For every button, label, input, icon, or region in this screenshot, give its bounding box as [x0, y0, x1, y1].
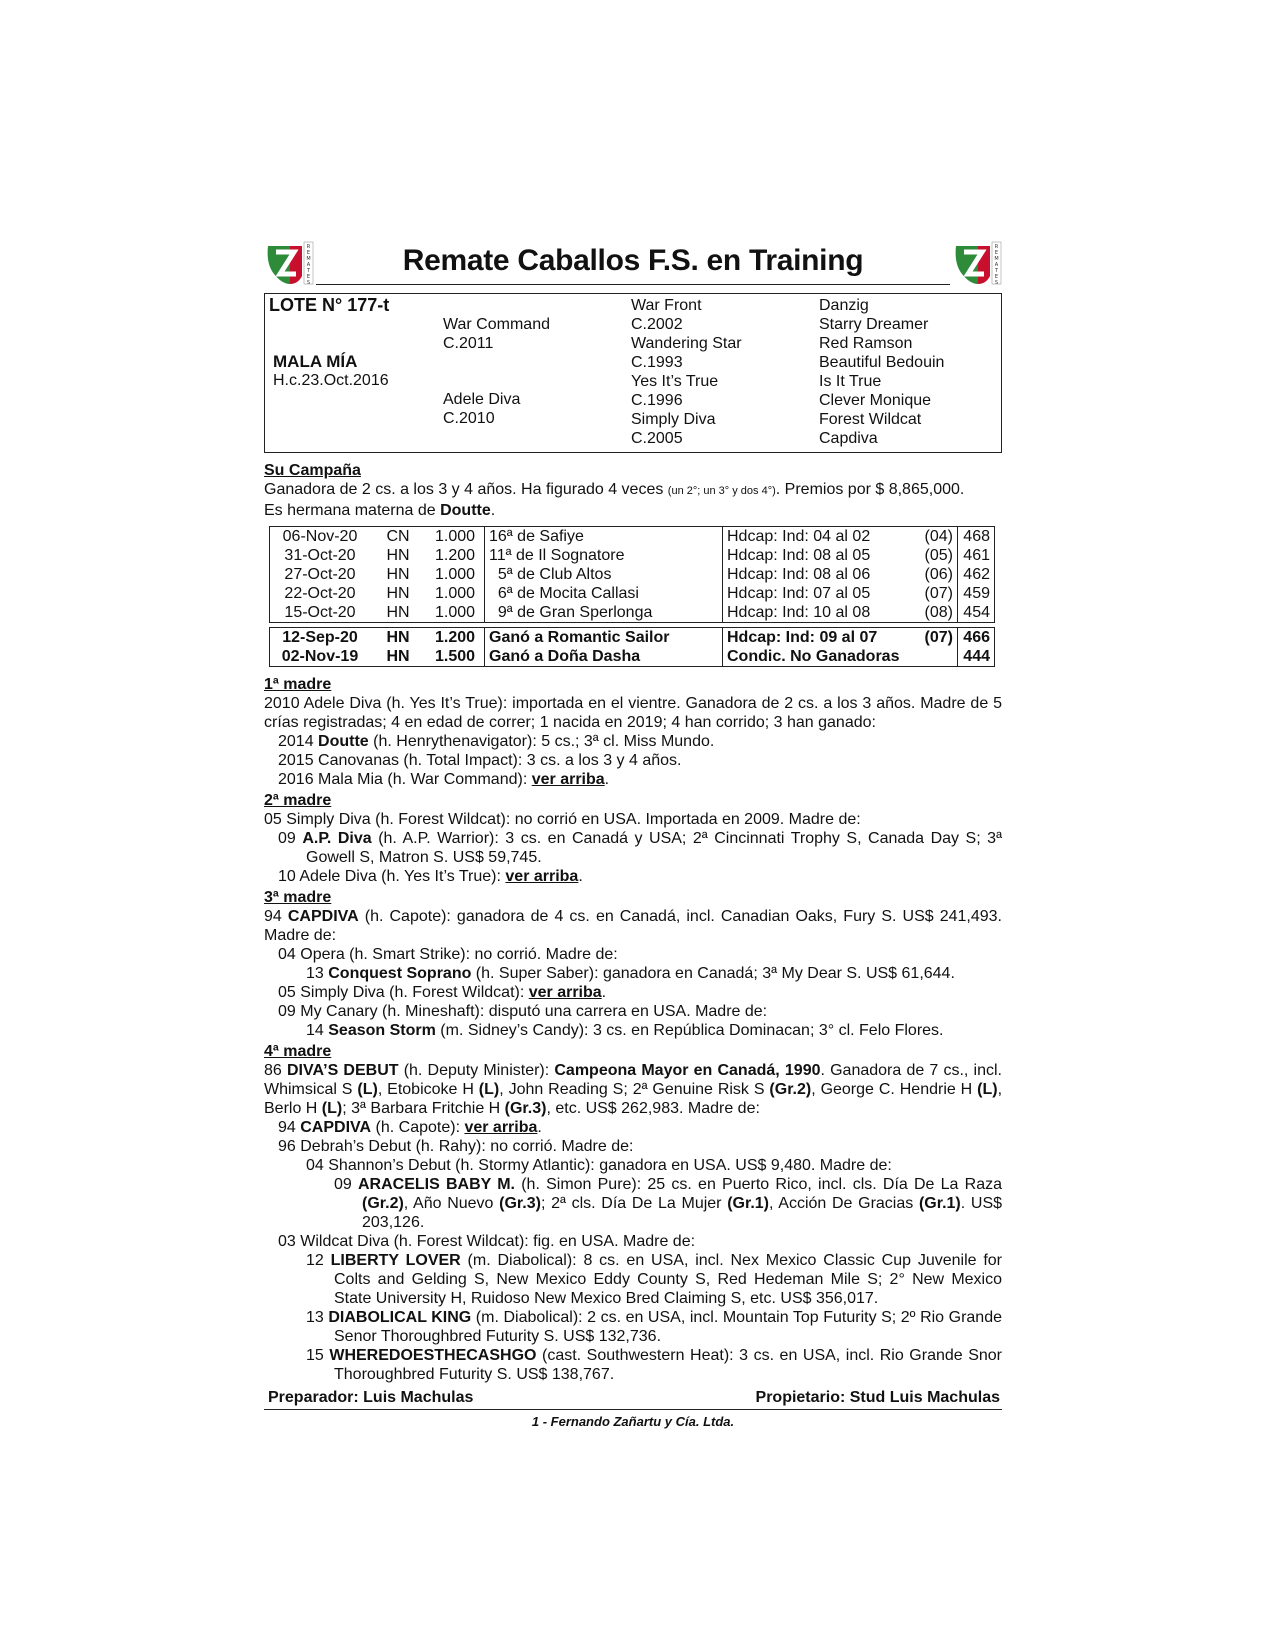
race-distance: 1.200 [434, 629, 476, 646]
pedigree-gen2: Wandering Star [631, 335, 742, 352]
sibling-name: Doutte [440, 502, 491, 519]
produce-item: 09 A.P. Diva (h. A.P. Warrior): 3 cs. en Canadá y USA; 2ª Cincinnati Trophy S, Canada Day S; 3ª Gowell S, Matron S. US$ 59,745. [278, 830, 1003, 866]
zanartu-logo-right [952, 240, 1002, 286]
produce-item: 2015 Canovanas (h. Total Impact): 3 cs. a los 3 y 4 años. [278, 752, 682, 769]
race-row [270, 527, 995, 547]
pedigree-gen2: C.1996 [631, 392, 683, 409]
produce-item: 15 WHEREDOESTHECASHGO (cast. Southwestern Heat): 3 cs. en USA, incl. Rio Grande Snor Thoroughbred Futurity S. US$ 138,767. [306, 1347, 1003, 1383]
campaign-text: . Premios por $ 8,865,000. [775, 481, 965, 498]
third-dam-heading: 3ª madre [264, 889, 332, 906]
win-row [270, 647, 995, 667]
see-above-link: ver arriba [464, 1119, 538, 1136]
race-track: CN [386, 528, 410, 545]
lot-number: LOTE N° 177-t [269, 295, 390, 315]
race-condition: Hdcap: Ind: 09 al 07 [723, 628, 916, 648]
svg-text:R: R [994, 244, 999, 250]
produce-item: 05 Simply Diva (h. Forest Wildcat): ver arriba. [278, 984, 607, 1001]
race-track: HN [386, 585, 410, 602]
campaign-heading: Su Campaña [264, 462, 361, 479]
race-condition: Hdcap: Ind: 08 al 05 [723, 546, 916, 565]
race-date: 27-Oct-20 [284, 566, 356, 583]
sire-name: War Command [443, 316, 550, 333]
produce-item: 13 DIABOLICAL KING (m. Diabolical): 2 cs. en USA, incl. Mountain Top Futurity S; 2º Rio Grande Senor Thoroughbred Futurity S. US$ 132,736. [306, 1309, 1002, 1345]
race-row [270, 565, 995, 584]
race-track: HN [386, 648, 410, 665]
race-field: (06) [924, 566, 953, 583]
produce-item: 14 Season Storm (m. Sidney’s Candy): 3 cs. en República Dominacan; 3° cl. Felo Flores. [306, 1022, 944, 1039]
campaign-text: Es hermana materna de [264, 502, 441, 519]
svg-text:E: E [994, 274, 999, 280]
horse-name: MALA MÍA [273, 352, 358, 371]
svg-text:E: E [306, 274, 311, 280]
pedigree-gen2: War Front [631, 297, 702, 314]
svg-text:R: R [306, 244, 311, 250]
pedigree-gen3: Starry Dreamer [819, 316, 929, 333]
race-result: Ganó a Romantic Sailor [485, 628, 723, 648]
race-condition: Hdcap: Ind: 08 al 06 [723, 565, 916, 584]
race-track: HN [386, 629, 410, 646]
first-dam-text: 2010 Adele Diva (h. Yes It’s True): importada en el vientre. Ganadora de 2 cs. a los 3 años. Madre de 5 crías registradas; 4 en edad de correr; 1 nacida en 2019; 4 han corrido; 3 han ganado: [264, 695, 1002, 731]
family-section [264, 675, 1002, 1384]
see-above-link: ver arriba [505, 868, 579, 885]
third-dam-text: 94 CAPDIVA (h. Capote): ganadora de 4 cs. en Canadá, incl. Canadian Oaks, Fury S. US$ 241,493. Madre de: [264, 908, 1003, 944]
pedigree-box [264, 293, 1002, 453]
race-track: HN [386, 566, 410, 583]
catalog-page [264, 240, 1002, 1429]
race-result: 11ª de Il Sognatore [485, 546, 723, 565]
race-result: 16ª de Safiye [485, 527, 723, 547]
race-distance: 1.000 [434, 604, 476, 621]
page-credit: 1 - Fernando Zañartu y Cía. Ltda. [531, 1414, 735, 1429]
svg-text:E: E [306, 250, 311, 256]
svg-text:A: A [994, 262, 999, 268]
page-header [264, 240, 1002, 292]
race-distance: 1.500 [434, 648, 476, 665]
race-track: HN [386, 604, 410, 621]
produce-item: 03 Wildcat Diva (h. Forest Wildcat): fig. en USA. Madre de: [278, 1233, 696, 1250]
pedigree-gen3: Clever Monique [819, 392, 932, 409]
sire-year: C.2011 [443, 335, 494, 352]
pedigree-gen3: Is It True [819, 373, 882, 390]
pedigree-gen2: C.2002 [631, 316, 683, 333]
pedigree-gen2: C.2005 [631, 430, 683, 447]
pedigree-gen3: Forest Wildcat [819, 411, 922, 428]
produce-item: 09 ARACELIS BABY M. (h. Simon Pure): 25 cs. en Puerto Rico, incl. cls. Día De La Raza (Gr.2), Año Nuevo (Gr.3); 2ª cls. Día De La Mujer (Gr.1), Acción De Gracias (Gr.1). US$ 203,126. [334, 1176, 1003, 1231]
svg-text:E: E [994, 250, 999, 256]
pedigree-gen2: C.1993 [631, 354, 683, 371]
race-distance: 1.000 [434, 585, 476, 602]
horse-info: H.c.23.Oct.2016 [273, 372, 389, 389]
title-underline [316, 284, 950, 285]
race-field: (07) [924, 629, 953, 646]
race-result: 9ª de Gran Sperlonga [485, 603, 723, 623]
second-dam-text: 05 Simply Diva (h. Forest Wildcat): no corrió en USA. Importada en 2009. Madre de: [264, 811, 861, 828]
race-weight: 462 [958, 565, 995, 584]
see-above-link: ver arriba [528, 984, 602, 1001]
campaign-summary [264, 480, 1002, 520]
produce-item: 13 Conquest Soprano (h. Super Saber): ganadora en Canadá; 3ª My Dear S. US$ 61,644. [306, 965, 955, 982]
see-above-link: ver arriba [531, 771, 605, 788]
pedigree-gen3: Capdiva [819, 430, 878, 447]
race-field [915, 647, 958, 667]
pedigree-gen2: Simply Diva [631, 411, 716, 428]
owner: Propietario: Stud Luis Machulas [755, 1389, 1000, 1406]
svg-text:S: S [994, 280, 999, 286]
race-distance: 1.200 [434, 547, 476, 564]
race-distance: 1.000 [434, 528, 476, 545]
produce-item: 10 Adele Diva (h. Yes It’s True): ver arriba. [278, 868, 583, 885]
race-condition: Hdcap: Ind: 04 al 02 [723, 527, 916, 547]
campaign-placings: (un 2°; un 3° y dos 4°) [667, 485, 776, 497]
svg-text:M: M [994, 256, 999, 262]
produce-item: 94 CAPDIVA (h. Capote): ver arriba. [278, 1119, 542, 1136]
svg-text:S: S [306, 280, 311, 286]
race-track: HN [386, 547, 410, 564]
produce-item: 12 LIBERTY LOVER (m. Diabolical): 8 cs. en USA, incl. Nex Mexico Classic Cup Juvenile for Colts and Gelding S, New Mexico Eddy County S, Red Hedeman Mile S; 2° New Mexico State University H, Ruidoso New Mexico Bred Claiming S, etc. US$ 356,017. [306, 1252, 1003, 1307]
fourth-dam-text: 86 DIVA’S DEBUT (h. Deputy Minister): Campeona Mayor en Canadá, 1990. Ganadora de 7 cs., incl. Whimsical S (L), Etobicoke H (L), John Reading S; 2ª Genuine Risk S (Gr.2), George C. Hendrie H (L), Berlo H (L); 3ª Barbara Fritchie H (Gr.3), etc. US$ 262,983. Madre de: [264, 1062, 1003, 1117]
race-distance: 1.000 [434, 566, 476, 583]
svg-text:T: T [994, 268, 999, 274]
pedigree-gen3: Red Ramson [819, 335, 913, 352]
zanartu-logo-left [264, 240, 314, 286]
second-dam-heading: 2ª madre [264, 792, 332, 809]
race-field: (04) [924, 528, 953, 545]
race-field: (08) [924, 604, 953, 621]
race-rows [270, 527, 995, 667]
dam-name: Adele Diva [443, 391, 521, 408]
first-dam-heading: 1ª madre [264, 676, 332, 693]
race-condition: Hdcap: Ind: 07 al 05 [723, 584, 916, 603]
produce-item: 2016 Mala Mia (h. War Command): ver arriba. [278, 771, 610, 788]
campaign-text: . [490, 502, 496, 519]
dam-year: C.2010 [443, 410, 495, 427]
race-date: 02-Nov-19 [281, 648, 359, 665]
race-field: (07) [924, 585, 953, 602]
race-date: 06-Nov-20 [282, 528, 358, 545]
race-result: 5ª de Club Altos [485, 565, 723, 584]
race-result: Ganó a Doña Dasha [485, 647, 723, 667]
produce-item: 96 Debrah’s Debut (h. Rahy): no corrió. Madre de: [278, 1138, 634, 1155]
race-date: 31-Oct-20 [284, 547, 356, 564]
produce-item: 04 Opera (h. Smart Strike): no corrió. Madre de: [278, 946, 618, 963]
race-weight: 444 [958, 647, 995, 667]
race-weight: 466 [958, 628, 995, 648]
campaign-text: Ganadora de 2 cs. a los 3 y 4 años. Ha figurado 4 veces [264, 481, 668, 498]
race-weight: 459 [958, 584, 995, 603]
race-row [270, 584, 995, 603]
produce-item: 04 Shannon’s Debut (h. Stormy Atlantic): ganadora en USA. US$ 9,480. Madre de: [306, 1157, 892, 1174]
race-field: (05) [924, 547, 953, 564]
win-row [270, 628, 995, 648]
svg-text:T: T [306, 268, 311, 274]
produce-item: 09 My Canary (h. Mineshaft): disputó una carrera en USA. Madre de: [278, 1003, 768, 1020]
page-title: Remate Caballos F.S. en Training [402, 244, 864, 277]
svg-text:A: A [306, 262, 311, 268]
pedigree-gen2: Yes It’s True [631, 373, 719, 390]
race-row [270, 603, 995, 623]
trainer: Preparador: Luis Machulas [268, 1389, 474, 1406]
race-record-table [269, 526, 995, 667]
race-weight: 454 [958, 603, 995, 623]
race-condition: Condic. No Ganadoras [723, 647, 916, 667]
race-date: 15-Oct-20 [284, 604, 356, 621]
race-date: 22-Oct-20 [284, 585, 356, 602]
race-condition: Hdcap: Ind: 10 al 08 [723, 603, 916, 623]
pedigree-gen3: Beautiful Bedouin [819, 354, 945, 371]
race-result: 6ª de Mocita Callasi [485, 584, 723, 603]
fourth-dam-heading: 4ª madre [264, 1043, 332, 1060]
svg-text:M: M [306, 256, 311, 262]
footer-row [264, 1388, 1002, 1410]
produce-item: 2014 Doutte (h. Henrythenavigator): 5 cs.; 3ª cl. Miss Mundo. [278, 733, 715, 750]
race-weight: 461 [958, 546, 995, 565]
race-date: 12-Sep-20 [282, 629, 358, 646]
race-weight: 468 [958, 527, 995, 547]
race-row [270, 546, 995, 565]
pedigree-gen3: Danzig [819, 297, 869, 314]
